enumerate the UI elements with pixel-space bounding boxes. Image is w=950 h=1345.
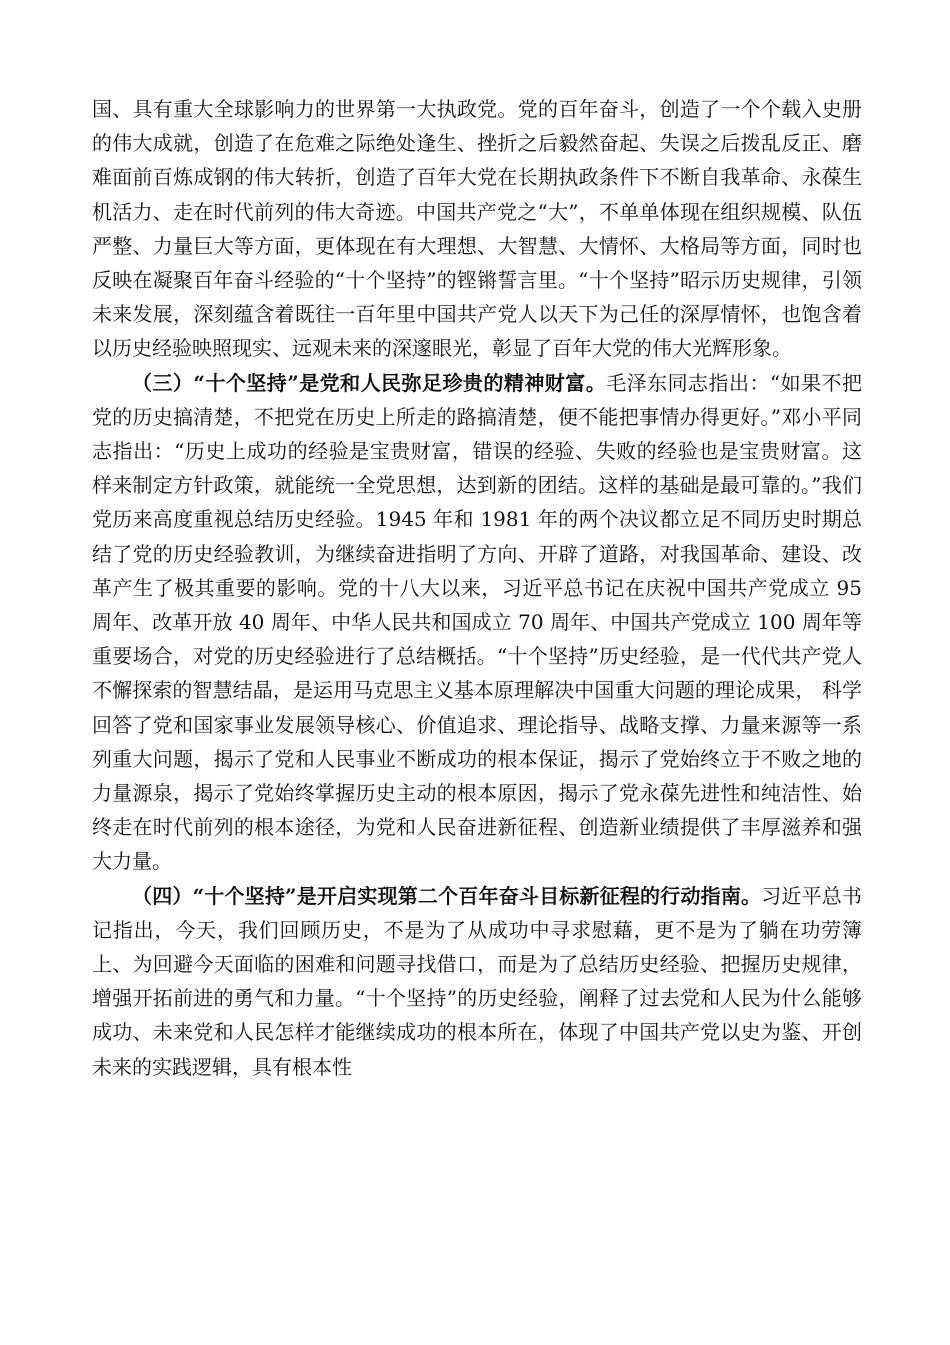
section-4-paragraph (92, 879, 862, 1084)
section-3-heading: （三）“十个坚持”是党和人民弥足珍贵的精神财富。 (132, 370, 607, 395)
document-page (92, 92, 862, 1084)
paragraph-continuation: 国、具有重大全球影响力的世界第一大执政党。党的百年奋斗，创造了一个个载入史册的伟大成就，创造了在危难之际绝处逢生、挫折之后毅然奋起、失误之后拨乱反正、磨难面前百炼成钢的伟大转折，创造了百年大党在长期执政条件下不断自我革命、永葆生机活力、走在时代前列的伟大奇迹。中国共产党之“大”，不单单体现在组织规模、队伍严整、力量巨大等方面，更体现在有大理想、大智慧、大情怀、大格局等方面，同时也反映在凝聚百年奋斗经验的“十个坚持”的铿锵誓言里。“十个坚持”昭示历史规律，引领未来发展，深刻蕴含着既往一百年里中国共产党人以天下为己任的深厚情怀，也饱含着以历史经验映照现实、远观未来的深邃眼光，彰显了百年大党的伟大光辉形象。 (92, 97, 862, 361)
section-3-paragraph (92, 366, 862, 879)
section-3-body: 毛泽东同志指出：“如果不把党的历史搞清楚，不把党在历史上所走的路搞清楚，便不能把事情办得更好。”邓小平同志指出：“历史上成功的经验是宝贵财富，错误的经验、失败的经验也是宝贵财富。这样来制定方针政策，就能统一全党思想，达到新的团结。这样的基础是最可靠的。”我们党历来高度重视总结历史经验。1945 年和 1981 年的两个决议都立足不同历史时期总结了党的历史经验教训，为继续奋进指明了方向、开辟了道路，对我国革命、建设、改革产生了极其重要的影响。党的十八大以来，习近平总书记在庆祝中国共产党成立 95 周年、改革开放 40 周年、中华人民共和国成立 70 周年、中国共产党成立 100 周年等重要场合，对党的历史经验进行了总结概括。“十个坚持”历史经验，是一代代共产党人不懈探索的智慧结晶，是运用马克思主义基本原理解决中国重大问题的理论成果， 科学回答了党和国家事业发展领导核心、价值追求、理论指导、战略支撑、力量来源等一系列重大问题，揭示了党和人民事业不断成功的根本保证，揭示了党始终立于不败之地的力量源泉，揭示了党始终掌握历史主动的根本原因，揭示了党永葆先进性和纯洁性、始终走在时代前列的根本途径，为党和人民奋进新征程、创造新业绩提供了丰厚滋养和强大力量。 (92, 370, 862, 874)
section-4-heading: （四）“十个坚持”是开启实现第二个百年奋斗目标新征程的行动指南。 (132, 883, 762, 908)
section-4-body: 习近平总书记指出，今天，我们回顾历史，不是为了从成功中寻求慰藉，更不是为了躺在功劳簿上、为回避今天面临的困难和问题寻找借口，而是为了总结历史经验、把握历史规律，增强开拓前进的勇气和力量。“十个坚持”的历史经验，阐释了过去党和人民为什么能够成功、未来党和人民怎样才能继续成功的根本所在，体现了中国共产党以史为鉴、开创未来的实践逻辑，具有根本性 (92, 883, 862, 1079)
